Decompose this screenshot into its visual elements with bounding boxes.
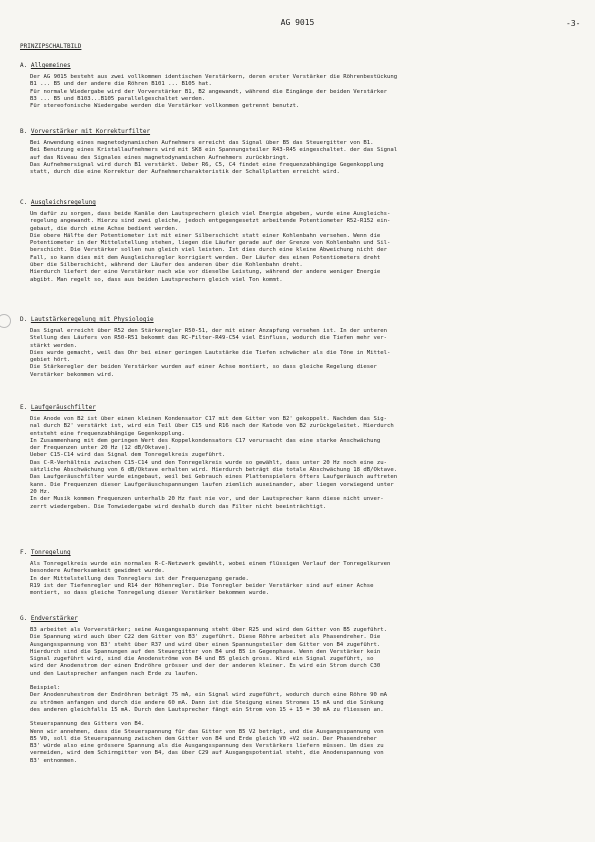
text-line: B3' würde also eine grössere Spannung als die Ausgangsspannung des Verstärkers liefern müssen. Um dies zu xyxy=(30,743,384,750)
text-line: zu strömen anfangen und durch die andere 60 mA. Dann ist die Steigung eines Stromes 15 mA und die Sinkung xyxy=(30,699,384,706)
text-line: Als Tonregelkreis wurde ein normales R-C-Netzwerk gewählt, wobei einem flüssigen Verlauf der Tonregelkurven xyxy=(30,561,391,567)
section-e xyxy=(20,403,582,511)
text-line: besondere Aufmerksamkeit gewidmet wurde. xyxy=(30,568,165,575)
text-line: Für normale Wiedergabe wird der Vorverstärker B1, B2 angewandt, während die Eingänge der beiden Verstärker xyxy=(30,88,387,95)
text-line: über die Silberschicht, während der Läufer des anderen über die Kohlenbahn dreht. xyxy=(30,262,303,269)
text-line: Fall, so kann dies mit dem Ausgleichsregler korrigiert werden. Der Läufer des einen Potentiometers dreht xyxy=(30,254,381,261)
text-line: statt, durch die eine Korrektur der Aufnehmercharakteristik der Schallplatten erreicht wird. xyxy=(30,169,340,176)
text-line: Ausgangsspannung von B3' steht über R37 und wird über einen Spannungsteiler dem Gitter von B4 zugeführt. xyxy=(30,641,381,648)
text-line: Das Laufgeräuschfilter wurde eingebaut, weil bei Gebrauch eines Plattenspielers öfters Laufgeräusch auftreten xyxy=(30,474,398,481)
text-line: Steuerspannung des Gitters von B4. xyxy=(30,721,145,728)
text-line: Das Signal erreicht über R52 den Stärkeregler R50-51, der mit einer Anzapfung versehen ist. In der unteren xyxy=(30,328,387,334)
section-body xyxy=(20,627,582,765)
section-letter: E. xyxy=(20,404,31,411)
section-letter: C. xyxy=(20,199,31,206)
text-line: nal durch B2' verstärkt ist, wird ein Teil über C15 und R16 nach der Katode von B2 zurückgeleitet. Hierdurch xyxy=(30,423,394,430)
section-title: Vorverstärker mit Korrekturfilter xyxy=(30,128,151,135)
text-line: wird der Anodenstrom der einen Endröhre grösser und der der anderen kleiner. Es wird ein Strom durch C30 xyxy=(30,663,381,670)
text-line: gebiet hört. xyxy=(30,357,71,364)
section-g xyxy=(20,614,582,765)
text-line: entsteht eine frequenzabhängige Gegenkopplung. xyxy=(30,430,185,437)
section-f xyxy=(20,548,582,597)
section-title: Tonregelung xyxy=(30,549,71,556)
text-line: gebaut, die durch eine Achse bedient werden. xyxy=(30,225,179,232)
text-line: R19 ist der Tiefenregler und R14 der Höhenregler. Die Tonregler beider Verstärker sind auf einer Achse xyxy=(30,582,374,589)
section-heading xyxy=(20,548,582,557)
text-line: sätzliche Abschwächung von 6 dB/Oktave erhalten wird. Hierdurch beträgt die totale Abschwächung 18 dB/Oktave. xyxy=(30,467,398,474)
section-body xyxy=(20,416,582,511)
text-line: B5 V0, soll die Steuerspannung zwischen dem Gitter von B4 und Erde gleich V0 +V2 sein. Der Phasendreher xyxy=(30,735,377,742)
text-line: Dies wurde gemacht, weil das Ohr bei einer geringen Lautstärke die Tiefen schwächer als die Töne in Mittel- xyxy=(30,349,391,356)
section-heading xyxy=(20,315,582,324)
section-letter: G. xyxy=(20,615,31,622)
text-line: In der Mittelstellung des Tonreglers ist der Frequenzgang gerade. xyxy=(30,575,249,582)
text-line: Die obere Hälfte der Potentiometer ist mit einer Silberschicht statt einer Kohlenbahn versehen. Wenn die xyxy=(30,232,381,239)
section-letter: B. xyxy=(20,128,31,135)
section-title: Allgemeines xyxy=(30,62,71,69)
header-title: AG 9015 xyxy=(280,18,315,27)
section-heading xyxy=(20,127,582,136)
text-line: vermeiden, wird dem Schirmgitter von B4, das über C29 auf Ausgangspotential steht, die Anodenspannung von xyxy=(30,750,384,757)
text-line: der Frequenzen unter 20 Hz (12 dB/Oktave). xyxy=(30,445,172,452)
text-line: Verstärker bekommen wird. xyxy=(30,371,115,378)
text-line: B1 ... B5 und der andere die Röhren B101 ... B105 hat. xyxy=(30,81,212,88)
text-line: Hierdurch liefert der eine Verstärker nach wie vor dieselbe Leistung, während der andere weniger Energie xyxy=(30,269,381,276)
text-line: 20 Hz. xyxy=(30,488,51,495)
text-line: stärkt werden. xyxy=(30,342,78,349)
text-line: Bei Benutzung eines Kristallaufnehmers wird mit SK8 ein Spannungsteiler R43-R45 eingeschaltet. der das Signal xyxy=(30,147,398,154)
text-line: kann. Die Frequenzen dieser Laufgeräuschspannungen laufen ziemlich auseinander, aber liegen vorwiegend unter xyxy=(30,481,394,488)
section-heading xyxy=(20,403,582,412)
paragraph-gap xyxy=(30,678,582,685)
text-line: Stellung des Läufers von R50-R51 bekommt das RC-Filter-R49-C54 viel Einfluss, wodurch die Tiefen mehr ver- xyxy=(30,335,387,342)
text-line: zerrt wiedergeben. Die Tonwiedergabe wird deshalb durch das Filter nicht beeinträchtigt. xyxy=(30,503,327,510)
text-line: Die Stärkeregler der beiden Verstärker wurden auf einer Achse montiert, so dass gleiche Regelung dieser xyxy=(30,364,377,371)
text-line: auf das Niveau des Signales eines magnetodynamischen Aufnehmers zurückbringt. xyxy=(30,154,290,161)
text-line: Der AG 9015 besteht aus zwei vollkommen identischen Verstärkern, deren erster Verstärker die Röhrenbestückung xyxy=(30,74,398,80)
text-line: Die Spannung wird auch über C22 dem Gitter von B3' zugeführt. Diese Röhre arbeitet als Phasendreher. Die xyxy=(30,634,381,641)
text-line: In der Musik kommen Frequenzen unterhalb 20 Hz fast nie vor, und der Lautsprecher kann diese nicht unver- xyxy=(30,496,384,503)
section-title: Lautstärkeregelung mit Physiologie xyxy=(30,316,154,323)
text-line: montiert, so dass gleiche Tonregelung dieser Verstärker bekommen wurde. xyxy=(30,590,270,597)
text-line: Um dafür zu sorgen, dass beide Kanäle den Lautsprechern gleich viel Energie abgeben, wurde eine Ausgleichs- xyxy=(30,211,391,217)
paragraph-gap xyxy=(30,714,582,721)
text-line: Beispiel: xyxy=(30,685,61,692)
text-line: Das C-R-Verhältnis zwischen C15-C14 und den Tonregelkreis wurde so gewählt, dass unter 20 Hz noch eine zu- xyxy=(30,459,387,466)
section-title: Laufgeräuschfilter xyxy=(30,404,96,411)
section-b xyxy=(20,127,582,176)
text-line: Der Anodenruhestrom der Endröhren beträgt 75 mA, ein Signal wird zugeführt, wodurch durch eine Röhre 90 mA xyxy=(30,692,387,699)
section-title: Ausgleichsregelung xyxy=(30,199,96,206)
text-line: Bei Anwendung eines magnetodynamischen Aufnehmers erreicht das Signal über B5 das Steuergitter von B1. xyxy=(30,140,374,146)
section-heading xyxy=(20,614,582,623)
section-title: Endverstärker xyxy=(30,615,78,622)
text-line: Die Anode von B2 ist über einen kleinen Kondensator C17 mit dem Gitter von B2' gekoppelt. Nachdem das Sig- xyxy=(30,416,387,422)
page-number: -3- xyxy=(566,19,581,28)
text-line: berschicht. Die Verstärker sollen nun gleich viel leisten. Ist dies durch eine kleine Abweichung nicht der xyxy=(30,247,387,254)
text-line: Für stereofonische Wiedergabe werden die Verstärker vollkommen getrennt benutzt. xyxy=(30,103,300,110)
text-line: Wenn wir annehmen, dass die Steuerspannung für das Gitter von B5 V2 beträgt, und die Ausgangsspannung von xyxy=(30,728,384,735)
text-line: und den Lautsprecher anfangen nach Erde zu laufen. xyxy=(30,670,199,677)
section-letter: A. xyxy=(20,62,31,69)
section-d xyxy=(20,315,582,379)
text-line: regelung angewandt. Hierzu sind zwei gleiche, jedoch entgegengesetzt arbeitende Potentiometer R52-R152 ein- xyxy=(30,218,391,225)
text-line: des anderen gleichfalls 15 mA. Durch den Lautsprecher fängt ein Strom von 15 + 15 = 30 mA zu fliessen an. xyxy=(30,706,384,713)
text-line: abgibt. Man regelt so, dass aus beiden Lautsprechern gleich viel Ton kommt. xyxy=(30,276,283,283)
section-heading xyxy=(20,198,582,207)
section-body xyxy=(20,140,582,176)
text-line: In Zusammenhang mit dem geringen Wert des Koppelkondensators C17 verursacht das eine starke Anschwächung xyxy=(30,437,381,444)
text-line: B3' entnommen. xyxy=(30,757,78,764)
text-line: B3 arbeitet als Vorverstärker; seine Ausgangsspannung steht über R25 und wird dem Gitter von B5 zugeführt. xyxy=(30,627,387,633)
section-heading xyxy=(20,61,582,70)
text-line: Hierdurch sind die Spannungen auf den Steuergitter von B4 und B5 in Gegenphase. Wenn den Verstärker kein xyxy=(30,648,381,655)
punch-hole xyxy=(0,314,11,328)
text-line: Das Aufnehmersignal wird durch B1 verstärkt. Ueber R6, C5, C4 findet eine frequenzabhängige Gegenkopplung xyxy=(30,161,384,168)
text-line: Ueber C15-C14 wird das Signal dem Tonregelkreis zugeführt. xyxy=(30,452,226,459)
section-body xyxy=(20,328,582,379)
section-c xyxy=(20,198,582,284)
text-line: B3 ... B5 und B103...B105 parallelgeschaltet werden. xyxy=(30,95,206,102)
text-line: Signal zugeführt wird, sind die Anodenströme von B4 und B5 gleich gross. Wird ein Signal zugeführt, so xyxy=(30,656,374,663)
document-title: PRINZIPSCHALTBILD xyxy=(20,43,82,50)
section-letter: F. xyxy=(20,549,31,556)
section-body xyxy=(20,211,582,284)
section-a xyxy=(20,61,582,110)
text-line: Potentiometer in der Mittelstellung stehen, liegen die Läufer gerade auf der Grenze von Kohlenbahn und Sil- xyxy=(30,240,391,247)
section-letter: D. xyxy=(20,316,31,323)
section-body xyxy=(20,74,582,110)
section-body xyxy=(20,561,582,597)
